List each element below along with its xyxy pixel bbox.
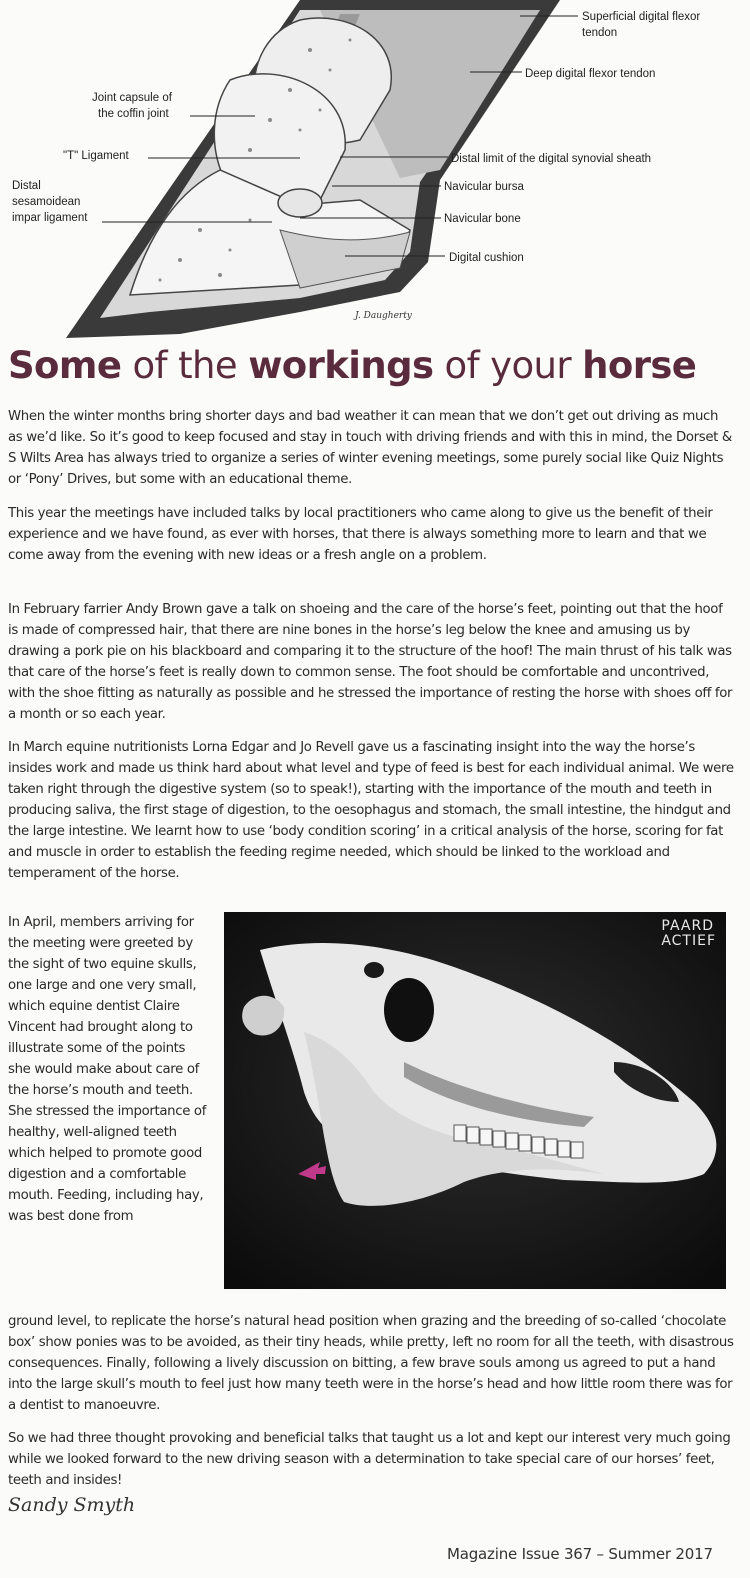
label-synovial-sheath: Distal limit of the digital synovial sheath	[451, 153, 652, 165]
horse-skull-photo	[224, 912, 726, 1289]
svg-text:tendon	[582, 27, 617, 39]
svg-text:Joint capsule of	[92, 92, 173, 104]
svg-text:ACTIEF	[661, 933, 716, 949]
paragraph-april-column: In April, members arriving for the meeting were greeted by the sight of two equine skulls, one large and one very small, which equine dentist Claire Vincent had brought along to illustrate some of the points she would make about care of the horse’s mouth and teeth. She stressed the importance of healthy, well-aligned teeth which helped to promote good digestion and a comfortable mouth. Feeding, including hay, was best done from	[8, 915, 207, 1224]
svg-text:J. Daugherty: J. Daugherty	[355, 311, 412, 321]
label-navicular-bone: Navicular bone	[444, 213, 521, 225]
title-word-workings: workings	[248, 344, 434, 387]
svg-text:sesamoidean	[12, 196, 80, 208]
magazine-footer: Magazine Issue 367 – Summer 2017	[447, 1545, 713, 1563]
label-joint-capsule-1: Joint capsule of	[92, 92, 172, 104]
author-signature: Sandy Smyth	[8, 1494, 136, 1516]
label-deep-flexor: Deep digital flexor tendon	[525, 68, 656, 80]
paragraph-conclusion: So we had three thought provoking and beneficial talks that taught us a lot and kept our interest very much going while we looked forward to the new driving season with a determination to take special care of our horses’ feet, teeth and insides!	[8, 1431, 731, 1488]
svg-text:PAARD	[661, 918, 714, 934]
paragraph-april-continued: ground level, to replicate the horse’s natural head position when grazing and the breeding of so-called ‘chocolate box’ show ponies was to be avoided, as their tiny heads, while pretty, left no room for all the teeth, with disastrous consequences. Finally, following a lively discussion on bitting, a few brave souls among us agreed to put a hand into the large skull’s mouth to feel just how many teeth were in the horse’s head and how little room there was for a dentist to manoeuvre.	[8, 1314, 734, 1413]
paragraph-meetings: This year the meetings have included talks by local practitioners who came along to give us the benefit of their experience and we have found, as ever with horses, that there is always something more to learn and that we come away from the evening with new ideas or a fresh angle on a problem.	[8, 506, 713, 563]
label-distal-sesamoidean-2: sesamoidean	[12, 196, 81, 208]
title-word-of-your: of your	[433, 344, 583, 387]
svg-text:the coffin joint	[98, 108, 170, 120]
svg-text:Navicular bursa	[444, 181, 524, 193]
label-superficial-flexor-2: tendon	[582, 27, 618, 39]
watermark-line-2: ACTIEF	[661, 933, 716, 949]
paragraph-february: In February farrier Andy Brown gave a talk on shoeing and the care of the horse’s feet, pointing out that the hoof is made of compressed hair, that there are nine bones in the horse’s leg below the knee and amusing us by drawing a pork pie on his blackboard and comparing it to the structure of the hoof! The main thrust of his talk was that care of the horse’s feet is really down to common sense. The foot should be comfortable and uncontrived, with the shoe fitting as naturally as possible and he stressed the importance of resting the horse with shoes off for a month or so each year.	[8, 602, 733, 722]
label-t-ligament: "T" Ligament	[63, 150, 129, 162]
paragraph-intro: When the winter months bring shorter days and bad weather it can mean that we don’t get out driving as much as we’d like. So it’s good to keep focused and stay in touch with driving friends and with this in mind, the Dorset & S Wilts Area has always tried to organize a series of winter evening meetings, some purely social like Quiz Nights or ‘Pony’ Drives, but some with an educational theme.	[8, 409, 732, 487]
svg-text:impar ligament	[12, 212, 88, 224]
svg-text:Navicular bone	[444, 213, 521, 225]
watermark-line-1: PAARD	[661, 918, 714, 934]
title-word-horse: horse	[582, 344, 697, 387]
title-word-of-the: of the	[121, 344, 249, 387]
svg-text:"T" Ligament	[63, 150, 129, 162]
svg-text:Superficial digital flexor	[582, 11, 700, 23]
label-distal-sesamoidean-3: impar ligament	[12, 212, 88, 224]
label-superficial-flexor-1: Superficial digital flexor	[582, 11, 701, 23]
label-joint-capsule-2: the coffin joint	[98, 108, 169, 120]
svg-text:Digital cushion	[449, 252, 524, 264]
svg-text:Deep digital flexor tendon	[525, 68, 655, 80]
hoof-anatomy-diagram	[0, 0, 750, 340]
label-distal-sesamoidean-1: Distal	[12, 180, 41, 192]
article-title	[8, 344, 696, 387]
label-navicular-bursa: Navicular bursa	[444, 181, 524, 193]
title-word-some: Some	[8, 344, 122, 387]
paragraph-march: In March equine nutritionists Lorna Edgar and Jo Revell gave us a fascinating insight into the way the horse’s insides work and made us think hard about what level and type of feed is best for each individual animal. We were taken right through the digestive system (so to speak!), starting with the importance of the mouth and teeth in producing saliva, the first stage of digestion, to the oesophagus and stomach, the small intestine, the hindgut and the large intestine. We learnt how to use ‘body condition scoring’ in a critical analysis of the horse, scoring for fat and muscle in order to establish the feeding regime needed, which should be linked to the workload and temperament of the horse.	[8, 740, 734, 881]
svg-text:Distal	[12, 180, 41, 192]
label-digital-cushion: Digital cushion	[449, 252, 524, 264]
svg-text:Distal limit of the digital sy	[451, 153, 651, 165]
